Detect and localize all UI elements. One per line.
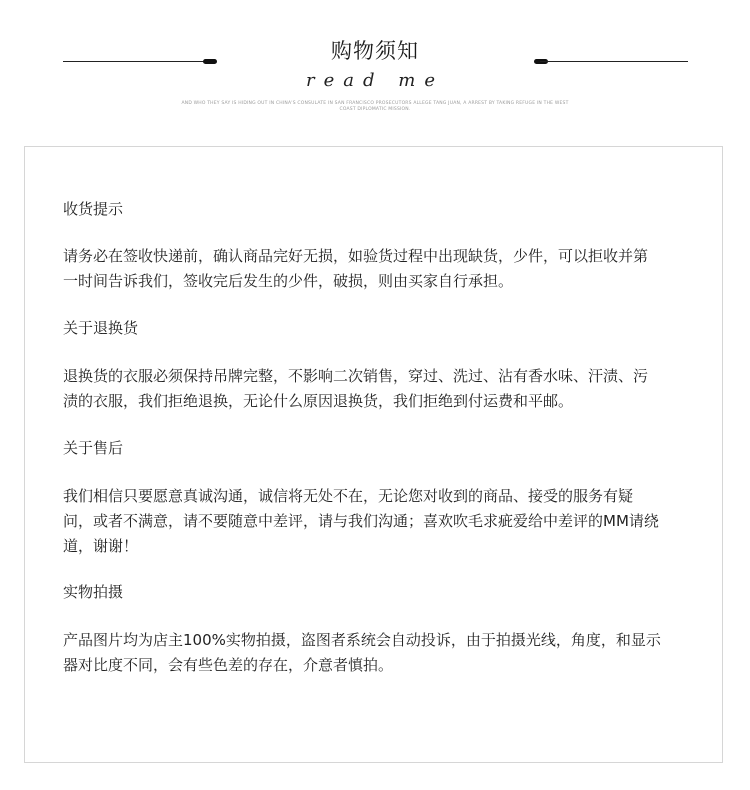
section-body <box>63 244 703 294</box>
body-line: 渍的衣服，我们拒绝退换，无论什么原因退换货，我们拒绝到付运费和平邮。 <box>63 392 574 410</box>
body-line: 请务必在签收快递前，确认商品完好无损，如验货过程中出现缺货，少件，可以拒收并第 <box>63 247 649 265</box>
section-heading: 收货提示 <box>63 200 124 218</box>
body-line: 道，谢谢！ <box>63 537 139 555</box>
page-title: 购物须知 <box>331 39 419 63</box>
section-heading: 关于退换货 <box>63 319 139 337</box>
section-heading: 关于售后 <box>63 439 124 457</box>
decorative-tagline: AND WHO THEY SAY IS HIDING OUT IN CHINA'S CONSULATE IN SAN FRANCISCO PROSECUTORS ALLEGE TANG JUAN, A ARREST BY TAKING REFUGE IN THE WEST COAST DIPLOMATIC MISSION. <box>181 101 569 112</box>
section-body <box>63 364 703 414</box>
body-line: 产品图片均为店主100%实物拍摄，盗图者系统会自动投诉，由于拍摄光线，角度，和显示 <box>63 631 661 649</box>
body-line: 问，或者不满意，请不要随意中差评，请与我们沟通；喜欢吹毛求疵爱给中差评的MM请绕 <box>63 512 659 530</box>
section-heading: 实物拍摄 <box>63 583 124 601</box>
body-line: 我们相信只要愿意真诚沟通，诚信将无处不在，无论您对收到的商品、接受的服务有疑 <box>63 487 634 505</box>
right-divider-line <box>540 61 688 62</box>
body-line: 一时间告诉我们，签收完后发生的少件，破损，则由买家自行承担。 <box>63 272 514 290</box>
body-line: 退换货的衣服必须保持吊牌完整，不影响二次销售，穿过、洗过、沾有香水味、汗渍、污 <box>63 367 649 385</box>
section-body <box>63 628 703 678</box>
body-line: 器对比度不同，会有些色差的存在，介意者慎拍。 <box>63 656 394 674</box>
page-subtitle: read me <box>306 70 444 91</box>
section-body <box>63 484 703 559</box>
page-header <box>0 0 750 130</box>
